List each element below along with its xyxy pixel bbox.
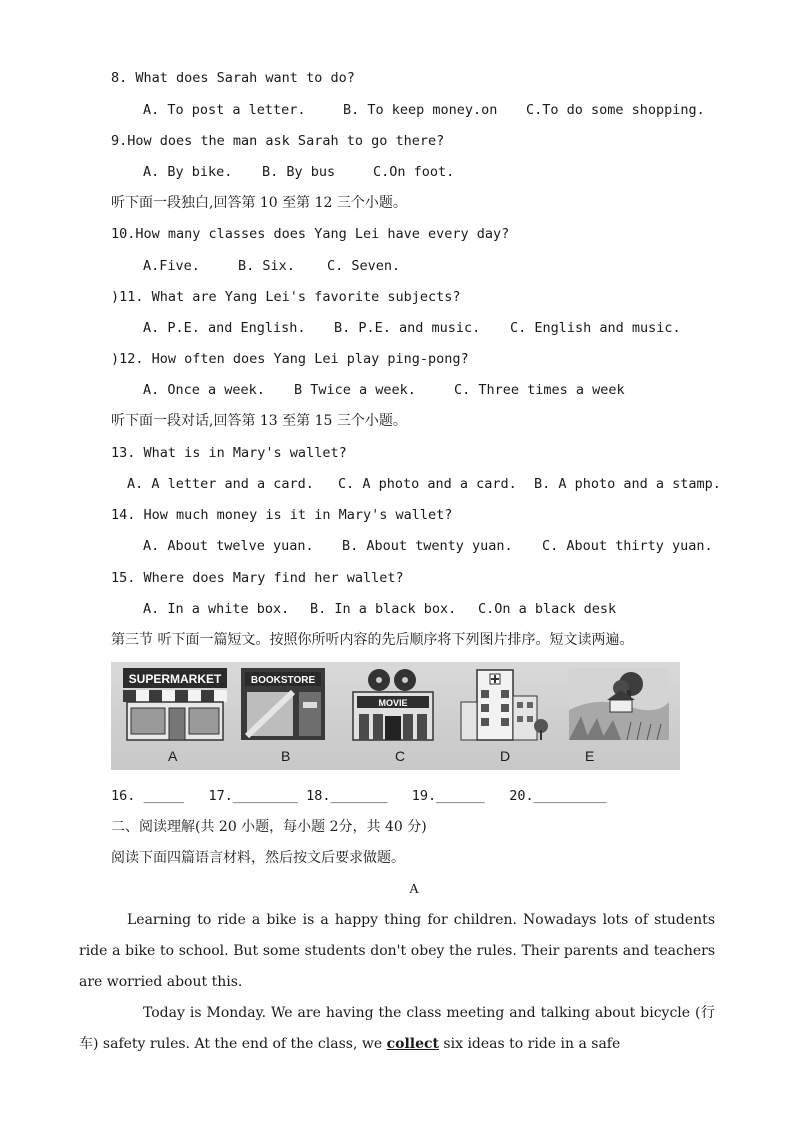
passage-title: A [409, 882, 420, 897]
question-13: 13. What is in Mary's wallet? [111, 445, 347, 461]
option-8b: B. To keep money.on [343, 102, 498, 118]
countryside-picture [567, 666, 671, 742]
answer-blanks: 16. _____ 17.________ 18._______ 19.______ 20._________ [111, 788, 607, 804]
option-8a: A. To post a letter. [143, 102, 306, 118]
option-11b: B. P.E. and music. [334, 320, 481, 336]
option-11a: A. P.E. and English. [143, 320, 306, 336]
option-13b: C. A photo and a card. [338, 476, 517, 492]
picture-label-c: C [395, 748, 406, 764]
section3-instruction: 第三节 听下面一篇短文。按照你所听内容的先后顺序将下列图片排序。短文读两遍。 [111, 632, 634, 648]
question-12: )12. How often does Yang Lei play ping-pong? [111, 351, 469, 367]
option-11c: C. English and music. [510, 320, 681, 336]
paragraph-2-text-end: six ideas to ride in a safe [438, 1036, 621, 1052]
reading-heading: 二、阅读理解(共 20 小题，每小题 2分，共 40 分) [111, 819, 427, 835]
option-8c: C.To do some shopping. [526, 102, 705, 118]
option-13a: A. A letter and a card. [127, 476, 314, 492]
option-12c: C. Three times a week [454, 382, 625, 398]
option-14c: C. About thirty yuan. [542, 538, 713, 554]
monologue-instruction: 听下面一段独白,回答第 10 至第 12 三个小题。 [111, 195, 407, 211]
option-9c: C.On foot. [373, 164, 455, 180]
question-14: 14. How much money is it in Mary's wallet? [111, 507, 453, 523]
question-10: 10.How many classes does Yang Lei have every day? [111, 226, 510, 242]
option-15b: B. In a black box. [310, 601, 457, 617]
option-14b: B. About twenty yuan. [342, 538, 513, 554]
question-8: 8. What does Sarah want to do? [111, 70, 355, 86]
picture-strip [111, 662, 680, 770]
picture-label-a: A [168, 748, 178, 764]
supermarket-sign: SUPERMARKET [128, 672, 222, 686]
paragraph-2-text-start: Today is Monday. We are having the class meeting and talking about bicycle (行车) safety rules. At the end of the class, we [79, 1005, 715, 1052]
option-9b: B. By bus [262, 164, 336, 180]
option-12b: B Twice a week. [294, 382, 416, 398]
picture-label-e: E [585, 748, 595, 764]
movie-sign: MOVIE [378, 698, 408, 708]
option-12a: A. Once a week. [143, 382, 265, 398]
option-14a: A. About twelve yuan. [143, 538, 314, 554]
reading-instruction: 阅读下面四篇语言材料，然后按文后要求做题。 [111, 850, 405, 866]
cinema-picture [343, 666, 443, 742]
option-15c: C.On a black desk [478, 601, 617, 617]
question-11: )11. What are Yang Lei's favorite subjects? [111, 289, 461, 305]
option-10c: C. Seven. [327, 258, 401, 274]
option-10b: B. Six. [238, 258, 295, 274]
bookstore-sign: BOOKSTORE [250, 675, 316, 686]
passage-paragraph-2 [79, 998, 715, 1060]
hospital-picture [457, 666, 549, 742]
option-9a: A. By bike. [143, 164, 233, 180]
supermarket-picture [119, 666, 231, 742]
option-13c: B. A photo and a stamp. [534, 476, 721, 492]
option-10a: A.Five. [143, 258, 200, 274]
dialogue-instruction: 听下面一段对话,回答第 13 至第 15 三个小题。 [111, 413, 407, 429]
question-9: 9.How does the man ask Sarah to go there? [111, 133, 445, 149]
picture-label-d: D [500, 748, 511, 764]
question-15: 15. Where does Mary find her wallet? [111, 570, 404, 586]
option-15a: A. In a white box. [143, 601, 290, 617]
bookstore-picture [239, 666, 327, 742]
keyword-collect: collect [386, 1036, 439, 1052]
picture-label-b: B [281, 748, 291, 764]
passage-paragraph-1: Learning to ride a bike is a happy thing for children. Nowadays lots of students ride a bike to school. But some students don't obey the rules. Their parents and teachers are worried about this. [79, 912, 715, 990]
